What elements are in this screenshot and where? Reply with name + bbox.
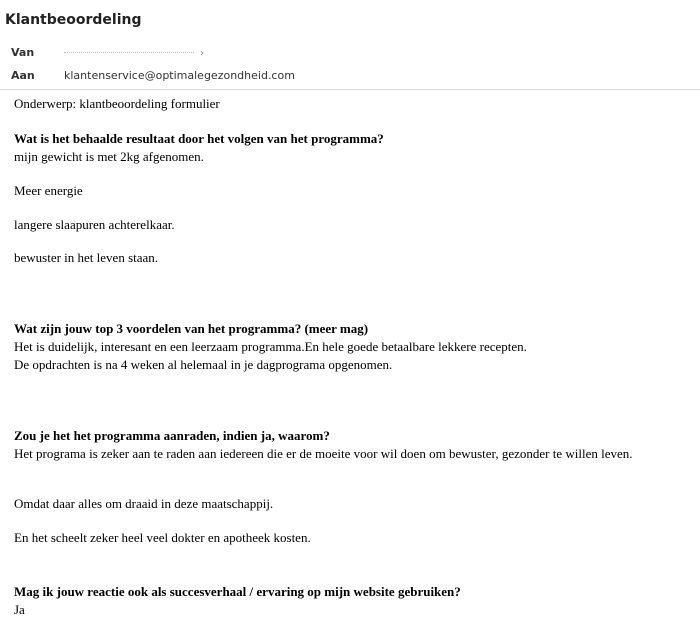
email-subject: Klantbeoordeling: [5, 12, 142, 28]
from-value[interactable]: [64, 46, 204, 59]
to-value[interactable]: klantenservice@optimalegezondheid.com: [64, 69, 295, 82]
chevron-right-icon: ›: [200, 48, 204, 59]
answer-1-line-1: mijn gewicht is met 2kg afgenomen.: [14, 149, 204, 164]
from-label: Van: [11, 46, 35, 59]
answer-1-line-4: bewuster in het leven staan.: [14, 250, 159, 265]
answer-3-line-3: En het scheelt zeker heel veel dokter en apotheek kosten.: [14, 530, 311, 545]
question-1: Wat is het behaalde resultaat door het volgen van het programma?: [14, 131, 384, 146]
answer-4-line-1: Ja: [14, 602, 25, 617]
answer-3-line-2: Omdat daar alles om draaid in deze maatschappij.: [14, 496, 274, 511]
to-label: Aan: [11, 69, 35, 82]
answer-3-line-1: Het programa is zeker aan te raden aan iedereen die er de moeite voor wil doen om bewuster, gezonder te willen leven.: [14, 446, 633, 461]
email-header: [0, 0, 700, 92]
answer-1-line-2: Meer energie: [14, 183, 83, 198]
question-3: Zou je het het programma aanraden, indien ja, waarom?: [14, 428, 330, 443]
onderwerp-line: Onderwerp: klantbeoordeling formulier: [14, 96, 220, 111]
question-2: Wat zijn jouw top 3 voordelen van het programma? (meer mag): [14, 321, 369, 336]
redacted-sender: [64, 52, 194, 54]
header-divider: [0, 89, 700, 90]
answer-2-line-2: De opdrachten is na 4 weken al helemaal in je dagprograma opgenomen.: [14, 357, 393, 372]
question-4: Mag ik jouw reactie ook als succesverhaal / ervaring op mijn website gebruiken?: [14, 584, 461, 599]
answer-1-line-3: langere slaapuren achterelkaar.: [14, 217, 175, 232]
answer-2-line-1: Het is duidelijk, interesant en een leerzaam programma.En hele goede betaalbare lekkere recepten.: [14, 339, 527, 354]
